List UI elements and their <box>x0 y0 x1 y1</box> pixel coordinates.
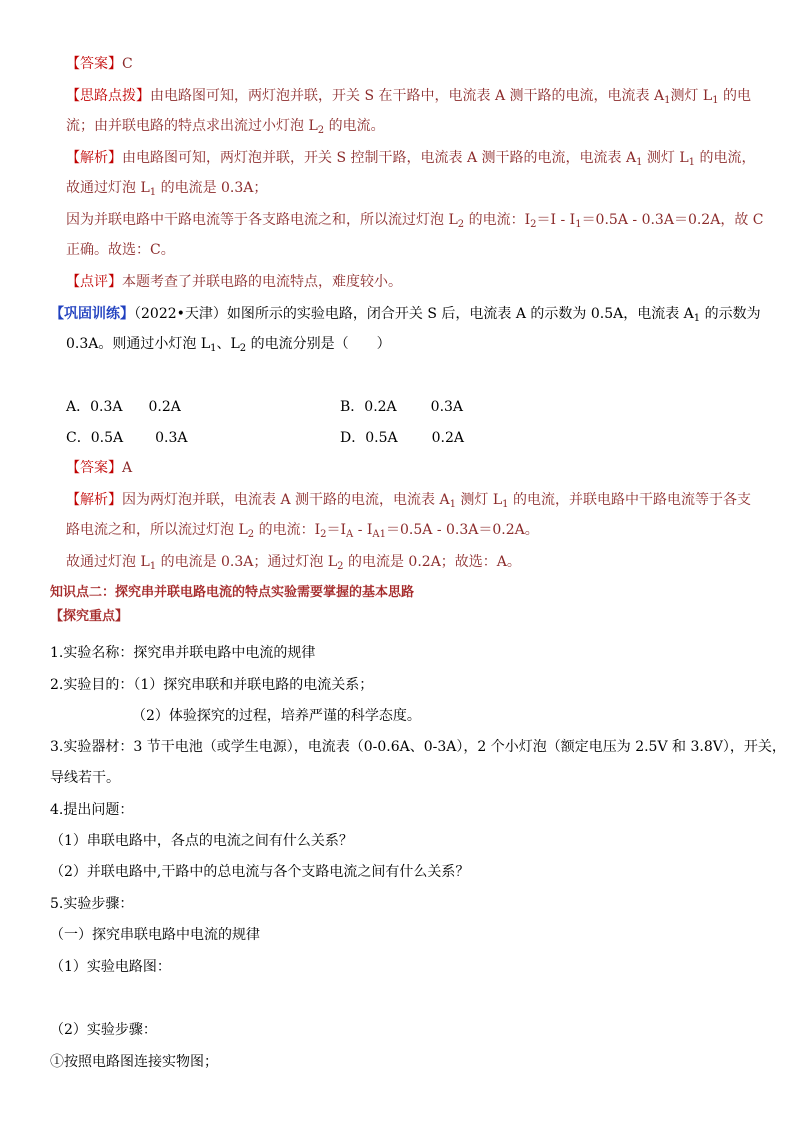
body-line-4: 4.提出问题： <box>50 802 134 818</box>
option-c[interactable]: C．0.5A 0.3A <box>66 430 188 446</box>
analysis-1-line-4: 正确。故选：C。 <box>66 242 175 258</box>
body-line-5a: （一）探究串联电路中电流的规律 <box>50 927 260 943</box>
answer-1 <box>66 54 133 74</box>
body-line-3b: 导线若干。 <box>50 770 120 786</box>
body-line-5b: （1）实验电路图： <box>50 959 171 975</box>
analysis-2-line-2: 路电流之和，所以流过灯泡 $L_2$ 的电流：$I_2=I_A - I_{A1}=0.5A - 0.3A=0.2A$。 <box>66 522 539 540</box>
body-line-2: 2.实验目的：（1）探究串联和并联电路的电流关系； <box>50 677 374 693</box>
analysis-1-line-3: 因为并联电路中干路电流等于各支路电流之和，所以流过灯泡 $L_2$ 的电流：$I_2=I - I_1=0.5A - 0.3A=0.2A$，故 C <box>66 212 764 230</box>
body-line-5c: （2）实验步骤： <box>50 1022 157 1038</box>
knowledge-title: 知识点二：探究串并联电路电流的特点实验需要掌握的基本思路 <box>50 585 415 600</box>
practice-tag: 【巩固训练】 <box>50 306 134 322</box>
body-line-4a: （1）串联电路中，各点的电流之间有什么关系？ <box>50 833 353 849</box>
analysis-1-line-2: 故通过灯泡 $L_1$ 的电流是 0.3A； <box>66 180 268 198</box>
analysis-2-line-3: 故通过灯泡 $L_1$ 的电流是 0.3A；通过灯泡 $L_2$ 的电流是 0.2A；故选：A。 <box>66 554 521 572</box>
analysis-2-line-1: 【解析】因为两灯泡并联，电流表 A 测干路的电流，电流表 $A_1$ 测灯 $L_1$ 的电流，并联电路中干路电流等于各支 <box>66 492 751 510</box>
body-line-4b: （2）并联电路中,干路中的总电流与各个支路电流之间有什么关系？ <box>50 864 470 880</box>
practice-line-1: 【巩固训练】（2022•天津）如图所示的实验电路，闭合开关 S 后，电流表 A 的示数为 0.5A，电流表 $A_1$ 的示数为 <box>50 306 761 324</box>
body-line-3: 3.实验器材：3 节干电池（或学生电源），电流表（0-0.6A、0-3A），2 个小灯泡（额定电压为 2.5V 和 3.8V），开关， <box>50 739 786 755</box>
body-line-5d: ①按照电路图连接实物图； <box>50 1054 218 1070</box>
review-line: 【点评】本题考查了并联电路的电流特点，难度较小。 <box>66 274 402 290</box>
hint-line-2: 流；由并联电路的特点求出流过小灯泡 $L_2$ 的电流。 <box>66 118 385 136</box>
answer-2 <box>66 458 132 478</box>
answer-value: C <box>122 56 133 72</box>
body-line-2b: （2）体验探究的过程，培养严谨的科学态度。 <box>132 708 421 724</box>
answer-value: A <box>122 460 133 476</box>
option-a[interactable]: A．0.3A 0.2A <box>66 399 181 415</box>
option-d[interactable]: D．0.5A 0.2A <box>340 430 464 446</box>
body-line-5: 5.实验步骤： <box>50 896 134 912</box>
option-b[interactable]: B．0.2A 0.3A <box>340 399 464 415</box>
answer-tag: 【答案】 <box>66 56 122 72</box>
hint-tag: 【思路点拨】 <box>66 88 150 104</box>
practice-line-2: 0.3A。则通过小灯泡 $L_1$、$L_2$ 的电流分别是（ ） <box>66 336 391 354</box>
focus-heading: 【探究重点】 <box>50 609 129 624</box>
hint-line-1: 【思路点拨】由电路图可知，两灯泡并联，开关 S 在干路中，电流表 A 测干路的电流，电流表 $A_1$测灯 $L_1$ 的电 <box>66 88 752 106</box>
analysis-tag: 【解析】 <box>66 492 122 508</box>
answer-tag: 【答案】 <box>66 460 122 476</box>
analysis-1-line-1: 【解析】由电路图可知，两灯泡并联，开关 S 控制干路，电流表 A 测干路的电流，电流表 $A_1$ 测灯 $L_1$ 的电流， <box>66 150 756 168</box>
review-tag: 【点评】 <box>66 274 122 290</box>
analysis-tag: 【解析】 <box>66 150 122 166</box>
body-line-1: 1.实验名称：探究串并联电路中电流的规律 <box>50 645 316 661</box>
